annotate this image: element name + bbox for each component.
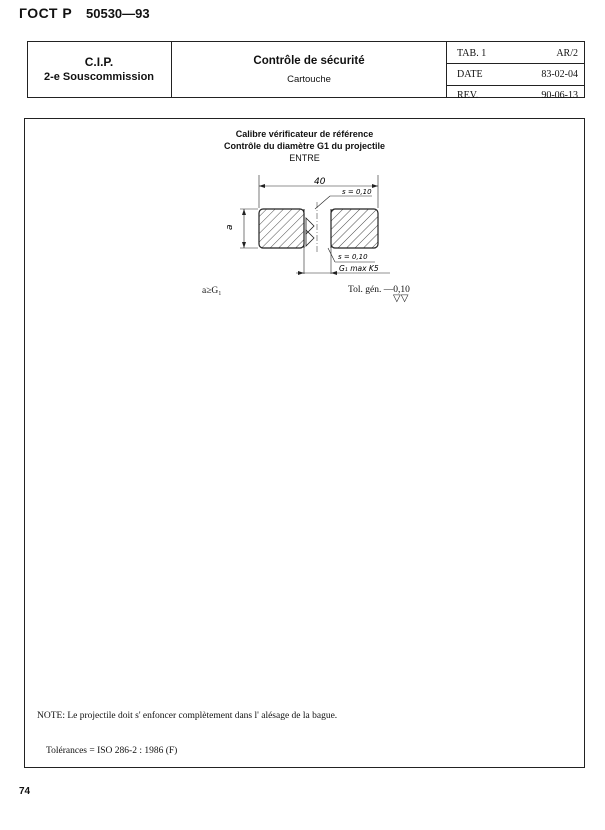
sheet-title: Contrôle de sécurité xyxy=(253,55,365,67)
arrow-head xyxy=(298,271,304,275)
arrow-head xyxy=(372,184,378,188)
date-value: 83-02-04 xyxy=(541,69,578,80)
surface-finish-icon: ▽▽ xyxy=(393,293,409,304)
title-block-row-divider xyxy=(447,85,585,86)
sheet-subtitle: Cartouche xyxy=(287,74,331,85)
general-tolerance-label: Tol. gén. xyxy=(348,285,382,295)
standard-label: ГОСТ Р xyxy=(19,5,73,21)
arrow-head xyxy=(331,271,337,275)
arrow-head xyxy=(242,209,246,215)
standard-number: 50530—93 xyxy=(86,6,150,21)
dimension-height-label: a xyxy=(225,224,235,230)
title-block xyxy=(27,41,585,98)
footnote: NOTE: Le projectile doit s' enfoncer complètement dans l' alésage de la bague. xyxy=(37,711,338,721)
general-tolerance-value: —0,10 xyxy=(383,285,410,295)
ring-gauge-drawing xyxy=(210,172,410,282)
organization-name: C.I.P. xyxy=(84,55,114,69)
revision-value: 90-06-13 xyxy=(541,90,578,101)
revision-label: REV. xyxy=(457,90,479,101)
arrow-head xyxy=(259,184,265,188)
title-block-divider xyxy=(446,41,447,98)
date-label: DATE xyxy=(457,69,483,80)
drawing-caption: ENTRE xyxy=(289,153,320,163)
tab-label: TAB. 1 xyxy=(457,48,487,59)
gauge-left-section xyxy=(259,209,304,248)
arrow-head xyxy=(242,242,246,248)
subcommission-name: 2-e Souscommission xyxy=(43,71,155,83)
title-block-row-divider xyxy=(447,63,585,64)
dimension-condition: a≥G₁ xyxy=(202,286,222,296)
roughness-top-label: s = 0,10 xyxy=(342,188,372,196)
roughness-bottom-label: s = 0,10 xyxy=(338,253,368,261)
dimension-length-label: 40 xyxy=(314,177,326,187)
tab-value: AR/2 xyxy=(556,48,578,59)
gauge-right-section xyxy=(331,209,378,248)
title-block-divider xyxy=(171,41,172,98)
bore-tolerance-label: G₁ max K5 xyxy=(339,264,379,273)
leader-line xyxy=(328,248,335,262)
page-number: 74 xyxy=(19,786,31,797)
tolerance-standard: Tolérances = ISO 286-2 : 1986 (F) xyxy=(46,746,178,756)
drawing-caption: Calibre vérificateur de référence xyxy=(235,129,374,139)
general-tolerance xyxy=(348,285,410,304)
drawing-caption: Contrôle du diamètre G1 du projectile xyxy=(223,141,386,151)
